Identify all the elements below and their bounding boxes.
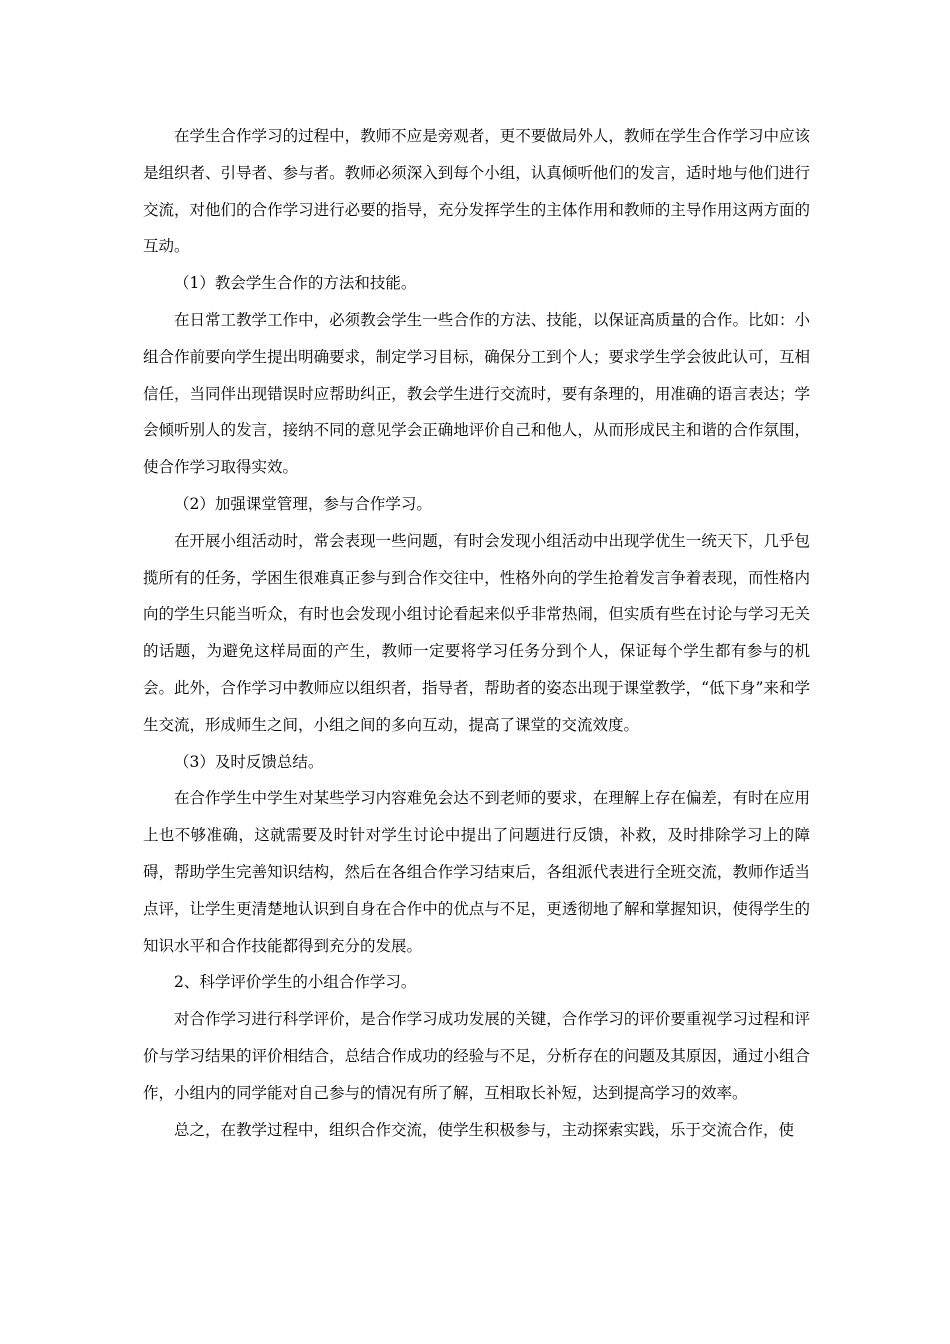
document-page	[143, 118, 810, 1148]
heading-scientific-evaluation: 2、科学评价学生的小组合作学习。	[174, 973, 417, 992]
paragraph-teacher-role: 在学生合作学习的过程中，教师不应是旁观者，更不要做局外人，教师在学生合作学习中应该是组织者、引导者、参与者。教师必须深入到每个小组，认真倾听他们的发言，适时地与他们进行交流，对他们的合作学习进行必要的指导，充分发挥学生的主体作用和教师的主导作用这两方面的互动。	[143, 127, 810, 256]
paragraph-timely-feedback: 在合作学生中学生对某些学习内容难免会达不到老师的要求，在理解上存在偏差，有时在应用上也不够准确，这就需要及时针对学生讨论中提出了问题进行反馈，补救，及时排除学习上的障碍，帮助学生完善知识结构，然后在各组合作学习结束后，各组派代表进行全班交流，教师作适当点评，让学生更清楚地认识到自身在合作中的优点与不足，更透彻地了解和掌握知识，使得学生的知识水平和合作技能都得到充分的发展。	[143, 789, 810, 955]
paragraph-classroom-management: 在开展小组活动时，常会表现一些问题，有时会发现小组活动中出现学优生一统天下，几乎包揽所有的任务，学困生很难真正参与到合作交往中，性格外向的学生抢着发言争着表现，而性格内向的学生只能当听众，有时也会发现小组讨论看起来似乎非常热闹，但实质有些在讨论与学习无关的话题，为避免这样局面的产生，教师一定要将学习任务分到个人，保证每个学生都有参与的机会。此外，合作学习中教师应以组织者，指导者，帮助者的姿态出现于课堂教学，“低下身”来和学生交流，形成师生之间，小组之间的多向互动，提高了课堂的交流效度。	[143, 531, 810, 734]
heading-classroom-management: （2）加强课堂管理，参与合作学习。	[174, 494, 432, 513]
paragraph-scientific-evaluation: 对合作学习进行科学评价，是合作学习成功发展的关键，合作学习的评价要重视学习过程和评价与学习结果的评价相结合，总结合作成功的经验与不足，分析存在的问题及其原因，通过小组合作，小组内的同学能对自己参与的情况有所了解，互相取长补短，达到提高学习的效率。	[143, 1010, 810, 1102]
heading-cooperation-methods: （1）教会学生合作的方法和技能。	[174, 274, 417, 293]
heading-timely-feedback: （3）及时反馈总结。	[174, 752, 324, 771]
paragraph-conclusion: 总之，在教学过程中，组织合作交流，使学生积极参与，主动探索实践，乐于交流合作，使	[174, 1120, 795, 1139]
paragraph-cooperation-methods: 在日常工教学工作中，必须教会学生一些合作的方法、技能，以保证高质量的合作。比如：小组合作前要向学生提出明确要求，制定学习目标，确保分工到个人；要求学生学会彼此认可，互相信任，当同伴出现错误时应帮助纠正，教会学生进行交流时，要有条理的，用准确的语言表达；学会倾听别人的发言，接纳不同的意见学会正确地评价自己和他人，从而形成民主和谐的合作氛围，使合作学习取得实效。	[143, 310, 810, 477]
